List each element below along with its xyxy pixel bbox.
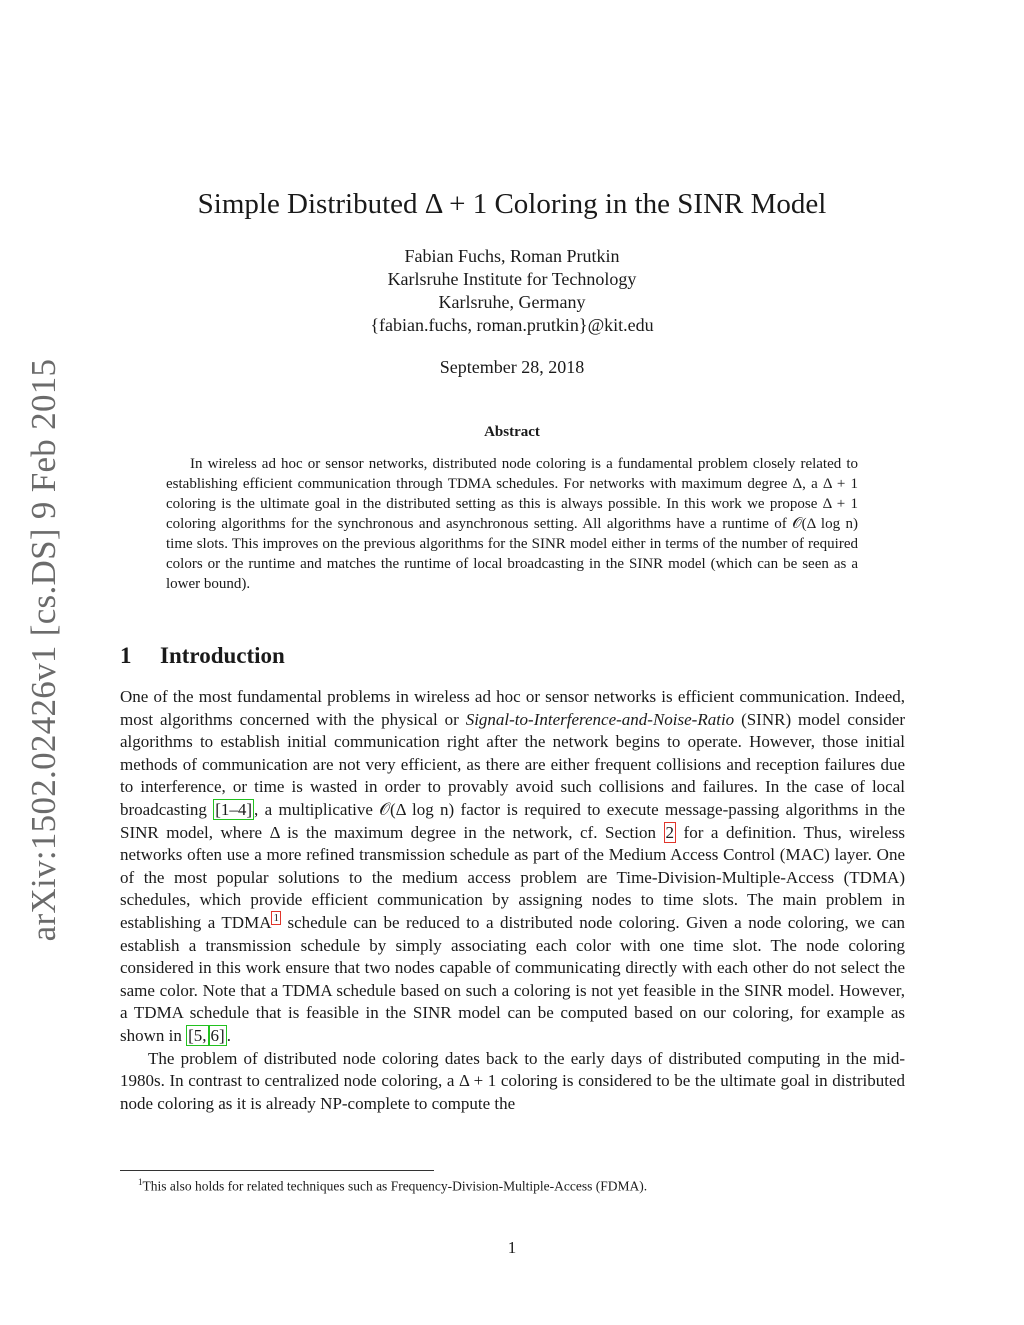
author-affiliation: Karlsruhe Institute for Technology xyxy=(387,269,637,289)
intro-paragraph-1 xyxy=(120,686,905,1048)
author-location: Karlsruhe, Germany xyxy=(438,292,586,312)
text-run: (SINR) model consider algorithms to establish initial communication right after the network begins to operate. However, those initial methods of communication are not very efficient, as there are either frequent collisions and reception failures due to interference, or time is wasted in order to provably avoid such collisions and failures. In the case of local broadcasting xyxy=(120,709,905,819)
author-email: {fabian.fuchs, roman.prutkin}@kit.edu xyxy=(370,315,654,335)
paper-date: September 28, 2018 xyxy=(439,357,585,377)
citation-link[interactable]: 6] xyxy=(210,1025,225,1045)
footnote-marker: 1 xyxy=(138,1177,143,1187)
section-number: 1 xyxy=(120,643,132,668)
abstract-text: In wireless ad hoc or sensor networks, distributed node coloring is a fundamental problem closely related to establishing efficient communication through TDMA schedules. For networks with maximum degree Δ, a Δ + 1 coloring is the ultimate goal in the distributed setting as this is always possible. In this work we propose Δ + 1 coloring algorithms for the synchronous and asynchronous setting. All algorithms have a runtime of 𝒪(Δ log n) time slots. This improves on the previous algorithms for the SINR model either in terms of the number of required colors or the runtime and matches the runtime of local broadcasting in the SINR model (which can be seen as a lower bound). xyxy=(166,456,858,592)
footnote xyxy=(138,1177,647,1195)
abstract-body xyxy=(166,454,858,594)
paper-title: Simple Distributed Δ + 1 Coloring in the SINR Model xyxy=(197,188,827,220)
section-reference-link[interactable]: 2 xyxy=(665,822,675,842)
text-run: One of the most fundamental problems in wireless ad hoc or sensor networks is efficient communication. Indeed, most algorithms concerned with the physical or xyxy=(120,687,905,729)
footnote-text: This also holds for related techniques such as Frequency-Division-Multiple-Access (FDMA). xyxy=(142,1178,648,1194)
text-run: , a multiplicative 𝒪(Δ log n) factor is required to execute message-passing algorithms in the SINR model, where Δ is the maximum degree in the network, cf. Section xyxy=(120,799,905,842)
text-run: for a definition. Thus, wireless networks often use a more refined transmission schedule as part of the Medium Access Control (MAC) layer. One of the most popular solutions to the medium access problem are Time-Division-Multiple-Access (TDMA) schedules, which provide efficient communication by assigning nodes to time slots. The main problem in establishing a TDMA xyxy=(120,822,905,932)
paper-authors: Fabian Fuchs, Roman Prutkin xyxy=(404,246,620,266)
abstract-heading: Abstract xyxy=(484,424,540,440)
text-run: schedule can be reduced to a distributed node coloring. Given a node coloring, we can establish a transmission schedule by simply associating each color with one time slot. The node coloring considered in this work ensure that two nodes capable of communicating directly with each other do not select the same color. Note that a TDMA schedule based on such a coloring is not yet feasible in the SINR model. However, a TDMA schedule that is feasible in the SINR model can be computed based on our coloring, for example as shown in xyxy=(120,912,906,1045)
intro-paragraph-2: The problem of distributed node coloring dates back to the early days of distributed computing in the mid-1980s. In contrast to centralized node coloring, a Δ + 1 coloring is considered to be the ultimate goal in distributed node coloring as it is already NP-complete to compute the xyxy=(120,1048,905,1113)
page-number: 1 xyxy=(507,1238,517,1257)
section-title: Introduction xyxy=(160,643,285,668)
arxiv-identifier-stamp: arXiv:1502.02426v1 [cs.DS] 9 Feb 2015 xyxy=(24,358,63,942)
citation-link[interactable]: [1–4] xyxy=(215,799,253,819)
body-text xyxy=(120,686,905,1115)
footnote-link[interactable]: 1 xyxy=(273,912,279,925)
footnote-divider xyxy=(120,1170,434,1171)
citation-link[interactable]: [5, xyxy=(188,1025,207,1045)
section-heading xyxy=(120,643,285,669)
text-run: . xyxy=(226,1025,231,1045)
italic-term: Signal-to-Interference-and-Noise-Ratio xyxy=(465,709,735,729)
